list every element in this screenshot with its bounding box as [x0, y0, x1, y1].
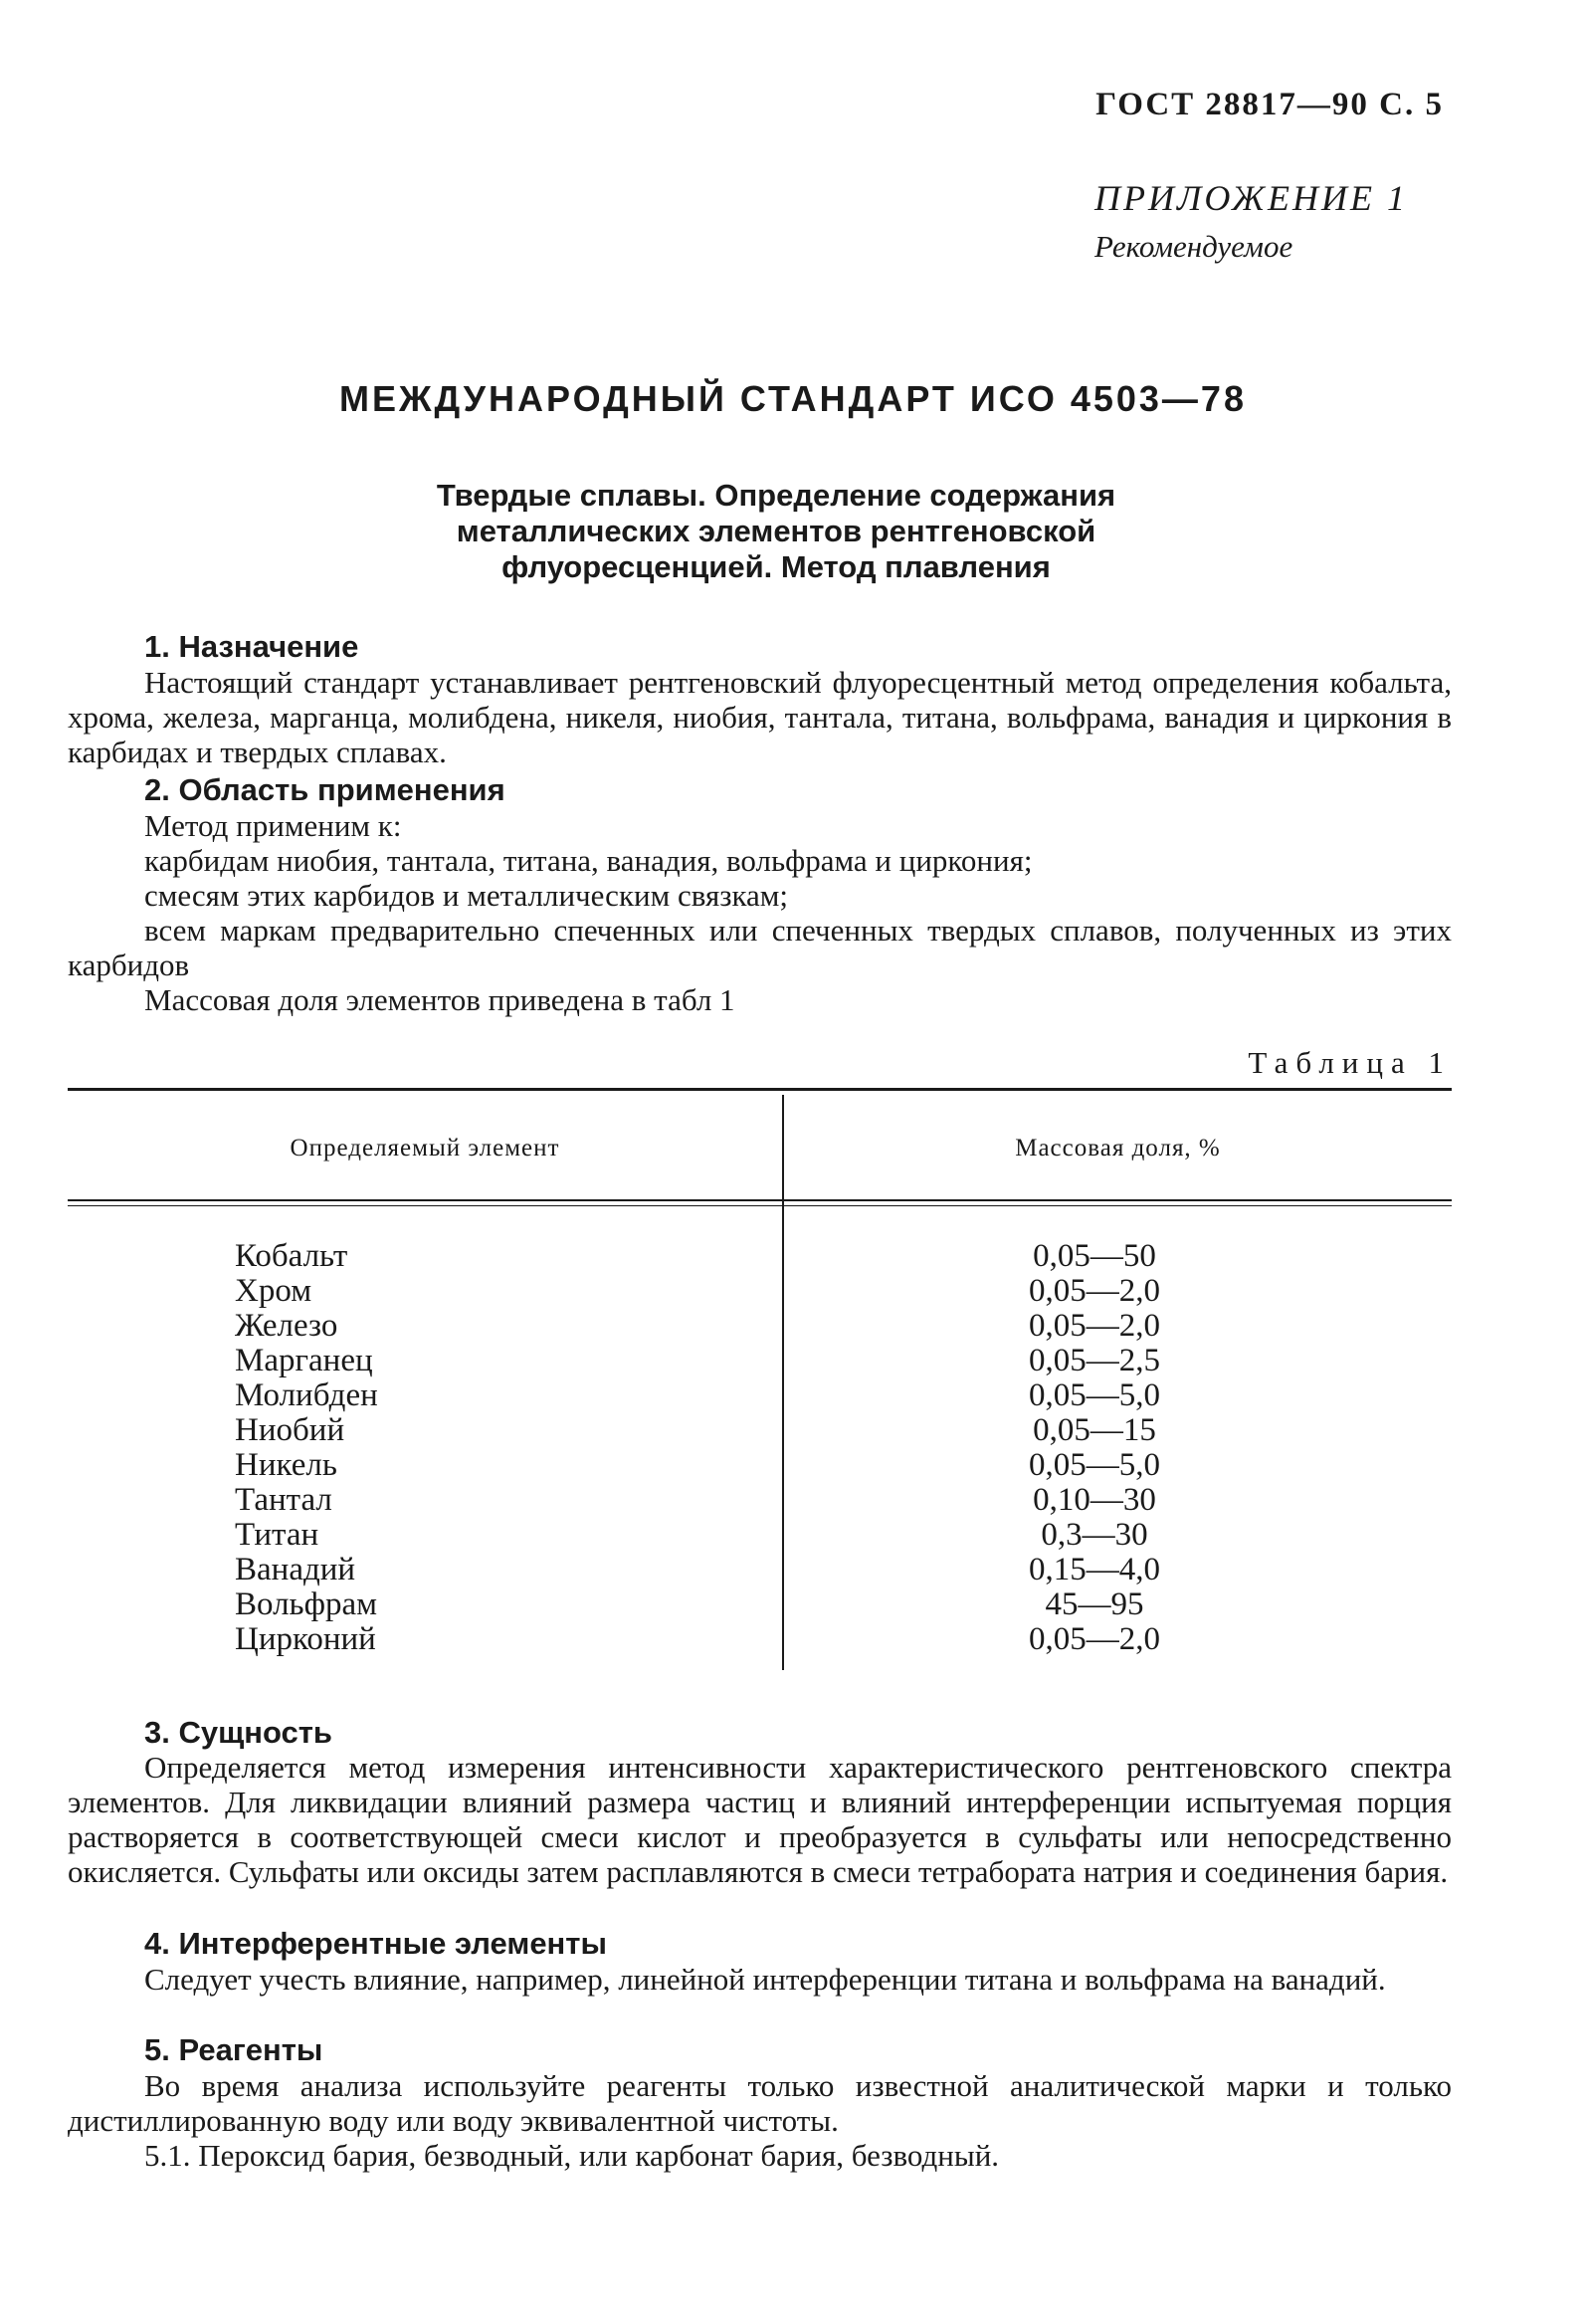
table-header-fraction: Массовая доля, % [1015, 1135, 1221, 1162]
table-cell-element: Марганец [235, 1343, 373, 1378]
table-column-fractions [995, 1239, 1194, 1657]
table-cell-fraction: 0,05—15 [1033, 1412, 1156, 1448]
section-2-heading: 2. Область применения [144, 772, 505, 807]
table-cell-element: Вольфрам [235, 1586, 378, 1622]
section-5-item-1: 5.1. Пероксид бария, безводный, или карбонат бария, безводный. [144, 2138, 1000, 2173]
section-2-item-2: смесям этих карбидов и металлическим связкам; [144, 878, 789, 913]
section-2-item-3: всем маркам предварительно спеченных или спеченных твердых сплавов, полученных из этих карбидов [68, 913, 1452, 982]
table-cell-element: Никель [235, 1447, 337, 1483]
standard-subtitle-line: Твердые сплавы. Определение содержания [436, 478, 1116, 513]
section-3-text: Определяется метод измерения интенсивности характеристического рентгеновского спектра элементов. Для ликвидации влияний размера частиц и влияний интерференции испытуемая порция растворяется в соответствующей смеси кислот и преобразуется в сульфаты или непосредственно окисляется. Сульфаты или оксиды затем расплавляются в смеси тетрабората натрия и соединения бария. [68, 1750, 1452, 1889]
table-cell-fraction: 0,05—2,0 [1029, 1273, 1160, 1309]
section-1-heading: 1. Назначение [144, 629, 359, 664]
table-cell-fraction: 0,3—30 [1041, 1517, 1148, 1553]
section-4-text: Следует учесть влияние, например, линейной интерференции титана и вольфрама на ванадий. [144, 1962, 1386, 1997]
section-5-heading: 5. Реагенты [144, 2032, 323, 2067]
standard-subtitle [279, 478, 1274, 585]
table-header-element: Определяемый элемент [290, 1135, 560, 1162]
table-cell-element: Ванадий [235, 1552, 356, 1587]
table-cell-fraction: 0,15—4,0 [1029, 1552, 1160, 1587]
table-cell-fraction: 0,05—50 [1033, 1238, 1156, 1274]
table-cell-element: Кобальт [235, 1238, 348, 1274]
table-cell-element: Молибден [235, 1377, 378, 1413]
section-3-heading: 3. Сущность [144, 1715, 332, 1750]
table-cell-element: Ниобий [235, 1412, 345, 1448]
appendix-title: ПРИЛОЖЕНИЕ 1 [1094, 178, 1408, 218]
table-cell-element: Цирконий [235, 1621, 376, 1657]
section-4-heading: 4. Интерферентные элементы [144, 1926, 607, 1961]
table-caption: Таблица 1 [1248, 1045, 1452, 1080]
standard-subtitle-line: металлических элементов рентгеновской [456, 514, 1096, 548]
section-2-note: Массовая доля элементов приведена в табл 1 [144, 982, 735, 1017]
table-cell-element: Титан [235, 1517, 319, 1553]
table-column-divider [782, 1095, 784, 1670]
section-5-text: Во время анализа используйте реагенты только известной аналитической марки и только дистиллированную воду или воду эквивалентной чистоты. [68, 2068, 1452, 2138]
table-column-elements [235, 1239, 378, 1657]
section-2-intro: Метод применим к: [144, 808, 402, 843]
standard-title: МЕЖДУНАРОДНЫЙ СТАНДАРТ ИСО 4503—78 [339, 378, 1247, 419]
page-header-code: ГОСТ 28817—90 С. 5 [1095, 87, 1444, 122]
table-cell-fraction: 0,10—30 [1033, 1482, 1156, 1518]
table-cell-fraction: 45—95 [1045, 1586, 1144, 1622]
section-1-text: Настоящий стандарт устанавливает рентгеновский флуоресцентный метод определения кобальта, хрома, железа, марганца, молибдена, никеля, ниобия, тантала, титана, вольфрама, ванадия и циркония в карбидах и твердых сплавах. [68, 665, 1452, 769]
appendix-subtitle: Рекомендуемое [1094, 229, 1293, 264]
table-cell-element: Тантал [235, 1482, 332, 1518]
section-2-item-1: карбидам ниобия, тантала, титана, ванадия, вольфрама и циркония; [144, 843, 1033, 878]
table-cell-fraction: 0,05—2,5 [1029, 1343, 1160, 1378]
table-cell-fraction: 0,05—2,0 [1029, 1621, 1160, 1657]
table-cell-fraction: 0,05—2,0 [1029, 1308, 1160, 1344]
table-cell-element: Хром [235, 1273, 312, 1309]
standard-subtitle-line: флуоресценцией. Метод плавления [501, 549, 1051, 584]
table-header-rule-thin [68, 1205, 1452, 1206]
table-cell-fraction: 0,05—5,0 [1029, 1377, 1160, 1413]
table-cell-fraction: 0,05—5,0 [1029, 1447, 1160, 1483]
table-cell-element: Железо [235, 1308, 338, 1344]
table-top-rule [68, 1088, 1452, 1091]
table-header-rule [68, 1199, 1452, 1201]
